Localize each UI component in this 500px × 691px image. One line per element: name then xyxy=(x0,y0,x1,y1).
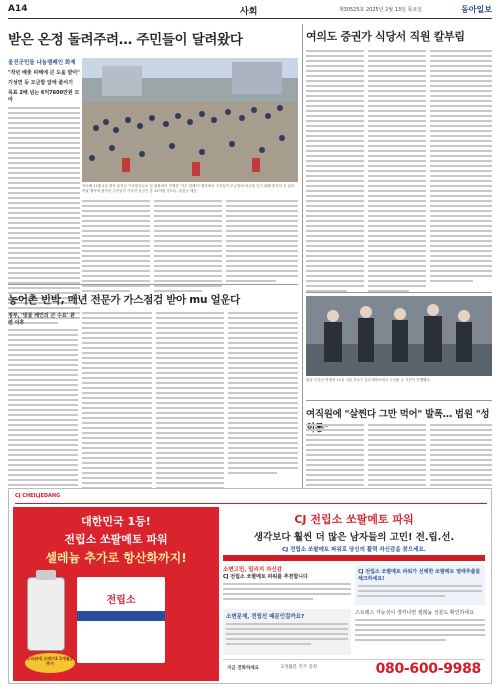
panel4-title: 스트레스 가능성이 생각나면 셀레늄 성분도 확인하세요 xyxy=(355,610,475,616)
panel3-title: 소변문제, 전립선 때문인걸까요? xyxy=(226,614,305,620)
right-body-col-2 xyxy=(368,50,426,292)
section-divider-left xyxy=(8,284,298,285)
right-headline: 여의도 증권가 식당서 직원 칼부림 xyxy=(306,30,465,43)
promo-badge xyxy=(25,653,75,673)
ad-panel-saw-palmetto xyxy=(355,565,485,605)
product-box-image xyxy=(77,577,165,663)
crowd-photo xyxy=(82,58,298,182)
ad-panel-prostate xyxy=(223,609,351,655)
main-body-col-3 xyxy=(226,200,298,282)
ad-left-line-2: 전립소 쏘팔메토 파워 xyxy=(64,533,168,546)
second-body-col-4 xyxy=(228,312,298,474)
ad-panel-selenium xyxy=(355,609,485,655)
main-subhead-1: "작년 배춧 피해에 큰 도움 받아" xyxy=(8,70,80,76)
phone-label: 지금 전화하세요 xyxy=(227,666,259,671)
right-photo-caption: 원동 부산신 빙쟁정 12일 서울 종로구 흥무재장소에서 주인물 공 사진이 진행했다. xyxy=(306,378,431,382)
main-body-col-2 xyxy=(154,200,222,292)
issue-info: 제30525호 2025년 2월 13일 목요일 xyxy=(338,7,422,13)
main-body-col-1 xyxy=(82,200,150,292)
product-box-brand: 전립소 xyxy=(106,595,136,606)
second-subhead: 정부, '빗물 레인의 큰 수요' 관련 이후 xyxy=(8,313,75,326)
section-divider-right-2 xyxy=(306,400,492,401)
ad-left-line-1: 대한민국 1등! xyxy=(81,515,151,528)
panel2-title: CJ 전립소 쏘팔메토 파워가 선택한 쏘팔메토 열매추출물 체크하세요! xyxy=(358,569,481,582)
phone-note: 2개월분 추가 증정 xyxy=(281,665,318,670)
right-second-headline: 여직원에 "살찐다 그만 먹어" 발폭… 법원 "성 xyxy=(306,409,490,420)
promo-badge-text: 노파워에 오메가3 2개월분 추가 xyxy=(26,656,74,666)
right-second-col-3 xyxy=(430,424,492,491)
section-name: 사회 xyxy=(240,7,258,17)
second-headline: 농어촌 빈박, 매년 전문가 가스점검 받아 mu 얼운다 xyxy=(8,294,241,306)
section-divider-right-1 xyxy=(306,292,492,293)
page-header xyxy=(8,4,492,19)
column-divider xyxy=(302,24,303,554)
ad-right-line-1: 생각보다 훨씬 더 많은 남자들의 고민! 전.립.선. xyxy=(253,532,455,543)
ad-left-line-3: 셀레늄 추가로 항산화까지! xyxy=(45,551,187,565)
main-subhead-3: 목표 2배 넘는 6억7600만원 모아 xyxy=(8,90,80,103)
phone-number[interactable]: 080-600-9988 xyxy=(375,661,481,677)
ad-phone-bar[interactable] xyxy=(223,659,485,680)
page-number: A14 xyxy=(8,4,28,14)
second-body-col-2 xyxy=(82,312,152,494)
panel1-title: 소변고민, 밀리지 자신감 xyxy=(223,567,283,573)
advertisement[interactable] xyxy=(8,488,492,684)
panel1-sub: CJ 전립소 쏘팔메토 파워를 추천합니다 xyxy=(223,574,308,580)
right-body-col-3 xyxy=(430,50,492,282)
main-headline: 받은 온정 돌려주려… 주민들이 달려왔다 xyxy=(8,32,243,48)
masthead-logo: 동아일보 xyxy=(461,5,492,14)
ad-right-line-2: CJ 전립소 쏘팔메토 파워로 당신의 활력 자신감을 찾으세요. xyxy=(282,547,426,553)
second-body-col-3 xyxy=(156,312,224,494)
ad-right-brand: CJ 전립소 쏘팔메토 파워 xyxy=(294,513,414,526)
right-body-col-1 xyxy=(306,50,364,292)
second-body-col-1 xyxy=(8,312,78,496)
ad-logo: CJ CHEILJEDANG xyxy=(15,493,61,499)
main-photo-caption: 지난해 12월 5일 경북 울진군 기성면사무소 앞 광장에서 진행된 '기부 릴레이' 행사에서 주민들이 모금함에 성금을 넣기 위해 줄지어 서 있다. 이날 행사에 참가한 주민들이 기부한 성금은 총 12억원 정도다. 울진군 제공 xyxy=(82,184,296,193)
ad-right-panel xyxy=(223,507,485,681)
product-bottle-image xyxy=(27,577,65,651)
main-box-title: 울진군민들 나눔캠페인 화제 xyxy=(8,60,76,66)
ad-red-band xyxy=(223,555,485,561)
main-subhead-2: 기성면 등 모금함 앞에 줄서기 xyxy=(8,80,73,86)
ad-panel-urination xyxy=(223,565,351,605)
ad-divider xyxy=(15,503,487,504)
right-photo xyxy=(306,296,492,376)
ad-left-panel xyxy=(13,507,219,681)
